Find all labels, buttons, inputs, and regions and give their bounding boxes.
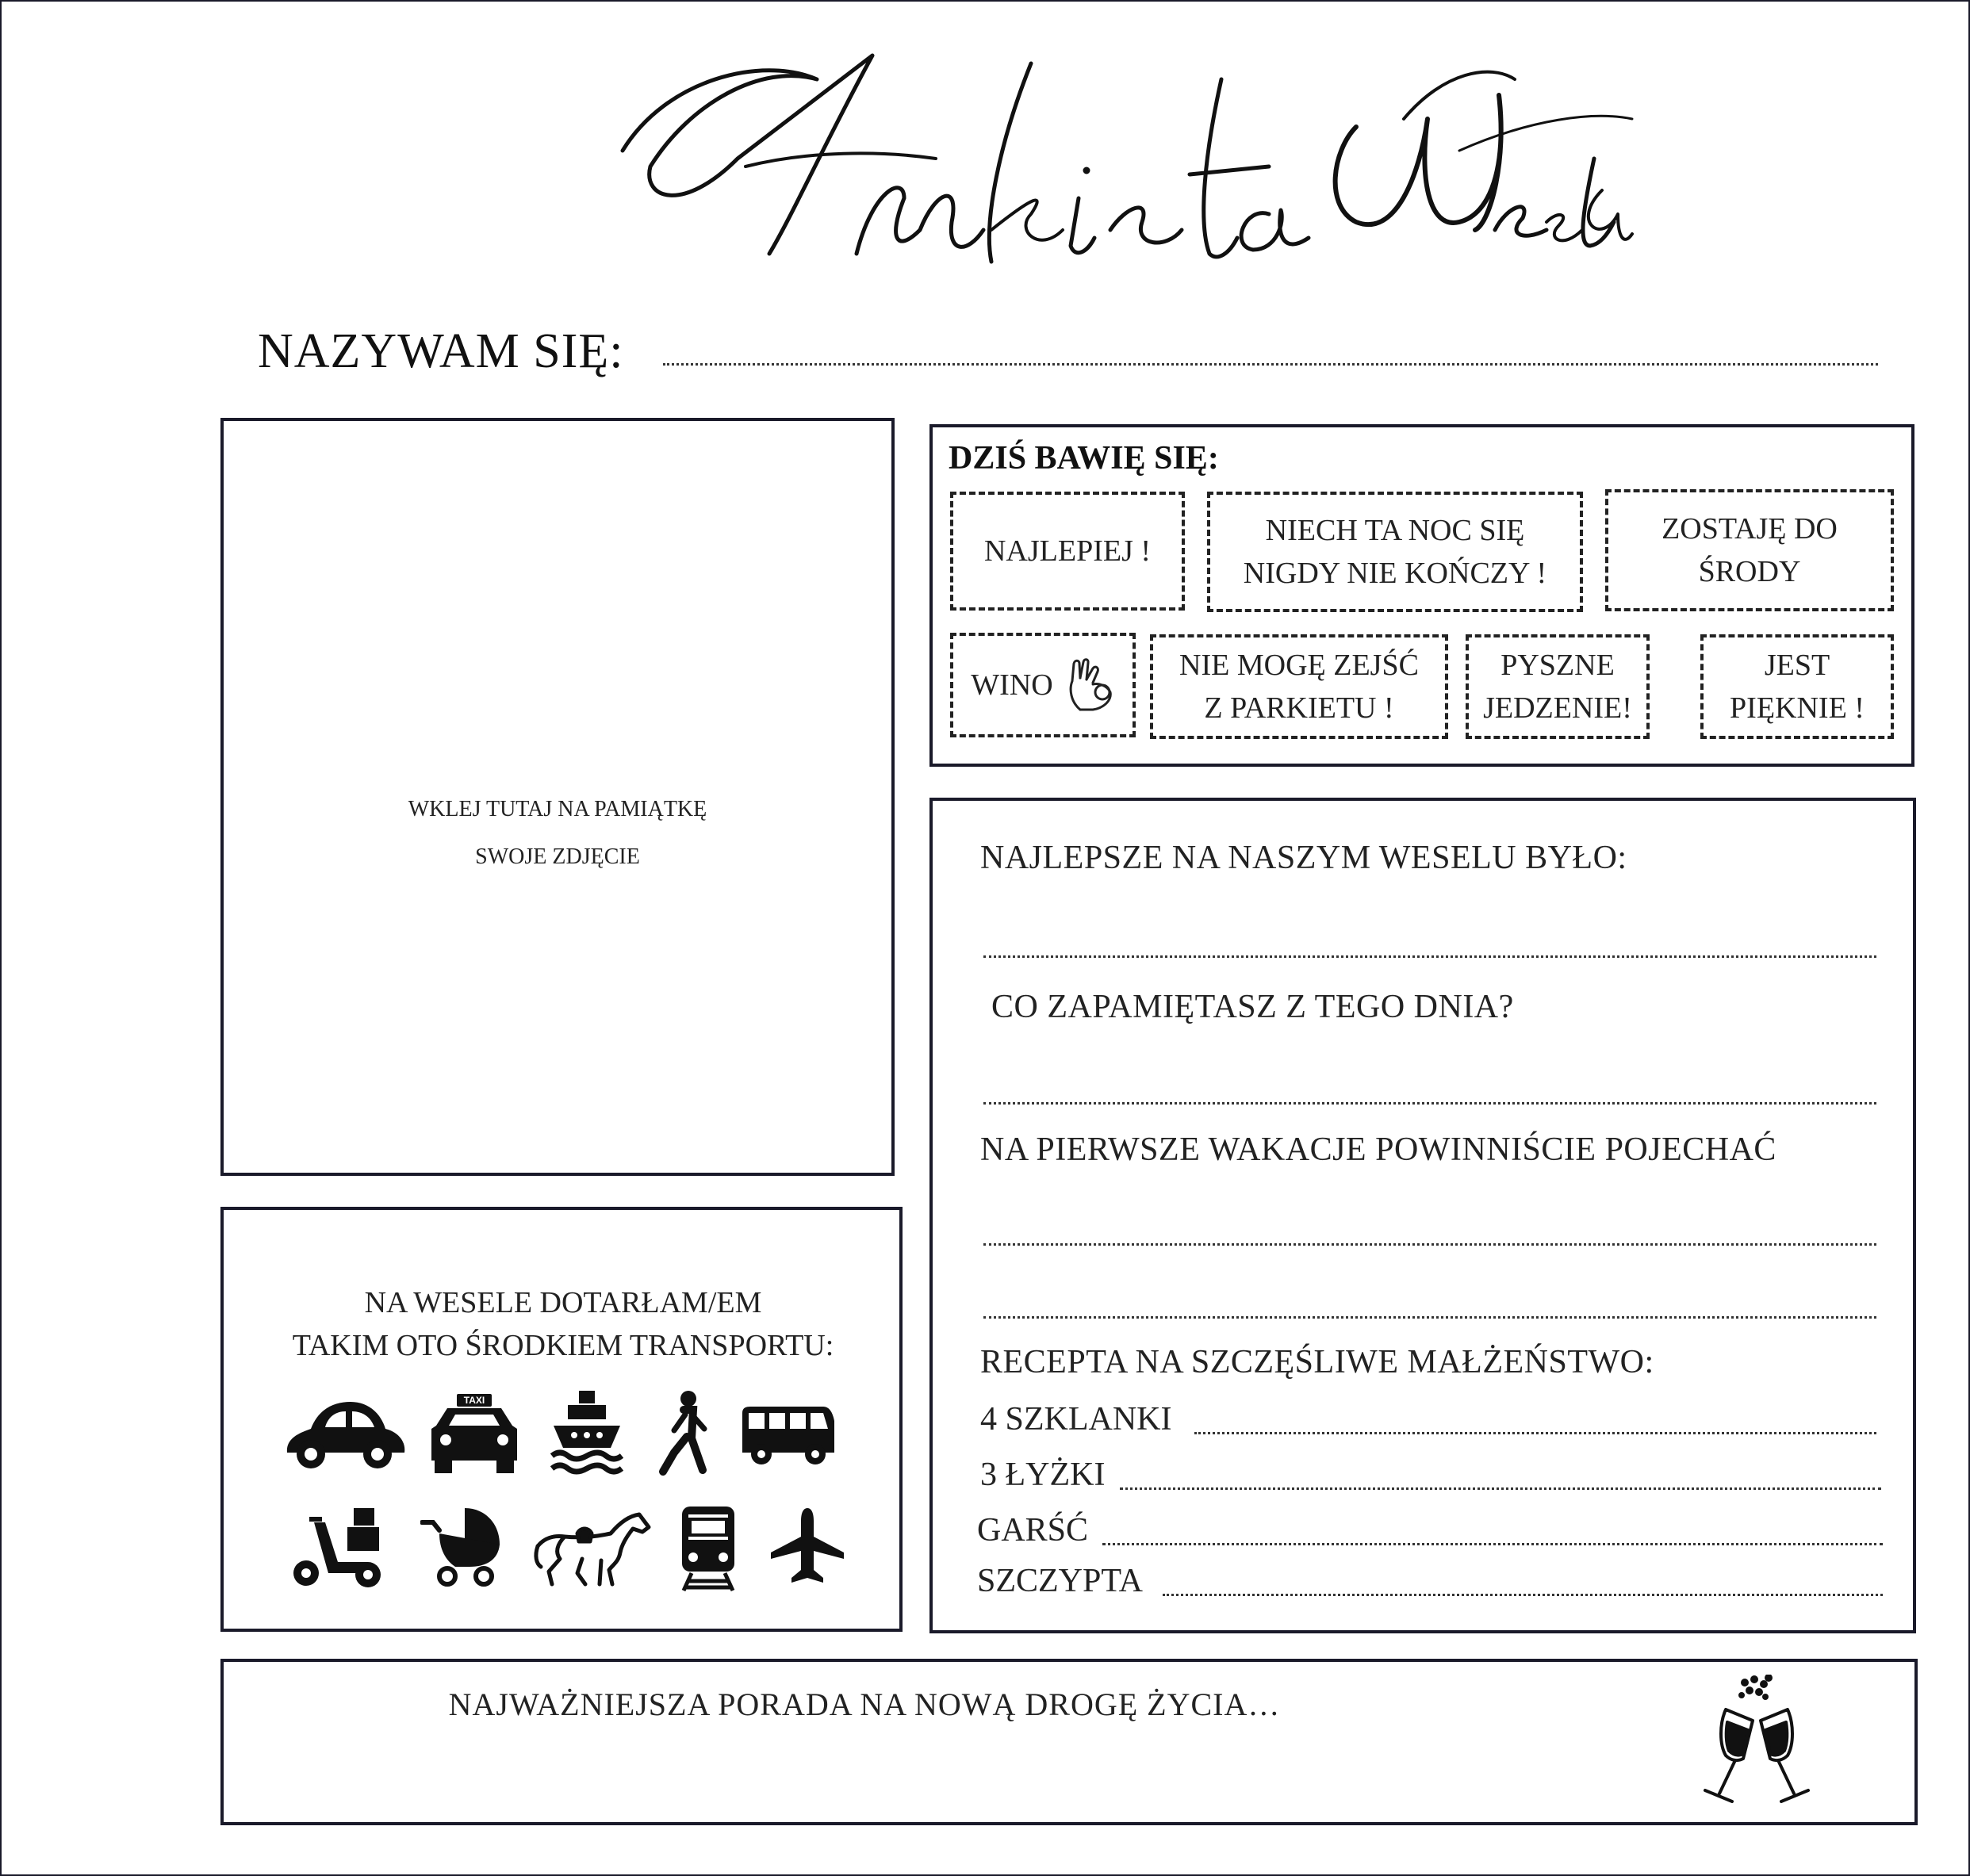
fun-option-text: JEST	[1764, 649, 1830, 682]
advice-box	[220, 1659, 1918, 1825]
fun-option-text: NAJLEPIEJ !	[983, 534, 1152, 568]
fun-option-jedzenie[interactable]	[1466, 634, 1650, 739]
fun-option-text: WINO	[971, 668, 1053, 702]
taxi-icon[interactable]	[428, 1394, 520, 1475]
answer-line-vacation-2[interactable]	[983, 1316, 1876, 1319]
fun-option-pieknie[interactable]	[1700, 634, 1894, 739]
script-title	[619, 32, 1634, 293]
champagne-glasses-icon	[1697, 1675, 1816, 1809]
horse-icon[interactable]	[533, 1510, 652, 1587]
recipe-item: 3 ŁYŻKI	[980, 1457, 1106, 1493]
photo-caption-line2: SWOJE ZDJĘCIE	[475, 844, 640, 869]
question-vacation: NA PIERWSZE WAKACJE POWINNIŚCIE POJECHAĆ	[980, 1131, 1776, 1168]
taxi-sign-text: TAXI	[463, 1395, 485, 1406]
fun-option-najlepiej[interactable]	[950, 492, 1185, 611]
scooter-icon[interactable]	[290, 1507, 385, 1589]
transport-title-line2: TAKIM OTO ŚRODKIEM TRANSPORTU:	[292, 1329, 834, 1362]
recipe-item: GARŚĆ	[977, 1512, 1089, 1549]
baby-stroller-icon[interactable]	[420, 1505, 503, 1587]
name-input-line[interactable]	[663, 363, 1878, 366]
advice-prompt: NAJWAŻNIEJSZA PORADA NA NOWĄ DROGĘ ŻYCIA…	[448, 1686, 1281, 1722]
car-icon[interactable]	[279, 1397, 408, 1472]
fun-option-noc[interactable]	[1207, 492, 1583, 612]
recipe-title: RECEPTA NA SZCZĘŚLIWE MAŁŻEŃSTWO:	[980, 1344, 1654, 1380]
question-remember: CO ZAPAMIĘTASZ Z TEGO DNIA?	[991, 989, 1514, 1025]
fun-option-text: JEDZENIE!	[1483, 691, 1632, 725]
recipe-item: SZCZYPTA	[977, 1563, 1143, 1599]
fun-option-text: PYSZNE	[1500, 649, 1615, 682]
ship-icon[interactable]	[550, 1389, 623, 1478]
recipe-line[interactable]	[1163, 1594, 1883, 1596]
recipe-line[interactable]	[1102, 1543, 1883, 1545]
fun-title: DZIŚ BAWIĘ SIĘ:	[949, 440, 1219, 477]
ok-hand-icon	[1064, 657, 1115, 713]
fun-option-text: ZOSTAJĘ DO	[1661, 512, 1838, 546]
fun-option-text: PIĘKNIE !	[1730, 691, 1865, 725]
fun-option-sroda[interactable]	[1605, 489, 1894, 611]
fun-option-wino[interactable]	[950, 633, 1136, 737]
bus-icon[interactable]	[741, 1405, 836, 1467]
transport-title-line1: NA WESELE DOTARŁAM/EM	[364, 1286, 762, 1319]
train-icon[interactable]	[679, 1505, 738, 1592]
answer-line-vacation-1[interactable]	[983, 1243, 1876, 1246]
questions-box	[929, 798, 1916, 1633]
fun-option-text: NIECH TA NOC SIĘ	[1265, 514, 1525, 547]
name-label: NAZYWAM SIĘ:	[258, 324, 624, 378]
fun-option-parkiet[interactable]	[1150, 634, 1448, 739]
airplane-icon[interactable]	[769, 1507, 845, 1586]
photo-box	[220, 418, 895, 1176]
fun-option-text: Z PARKIETU !	[1204, 691, 1394, 725]
fun-option-text: NIE MOGĘ ZEJŚĆ	[1179, 649, 1419, 682]
answer-line-best[interactable]	[983, 955, 1876, 958]
recipe-line[interactable]	[1194, 1432, 1876, 1434]
recipe-item: 4 SZKLANKI	[980, 1401, 1172, 1438]
photo-caption-line1: WKLEJ TUTAJ NA PAMIĄTKĘ	[408, 797, 707, 821]
walking-person-icon[interactable]	[657, 1389, 712, 1478]
fun-option-text: ŚRODY	[1698, 555, 1801, 588]
answer-line-remember[interactable]	[983, 1102, 1876, 1105]
fun-option-text: NIGDY NIE KOŃCZY !	[1243, 557, 1547, 590]
question-best: NAJLEPSZE NA NASZYM WESELU BYŁO:	[980, 840, 1627, 876]
recipe-line[interactable]	[1120, 1487, 1881, 1490]
